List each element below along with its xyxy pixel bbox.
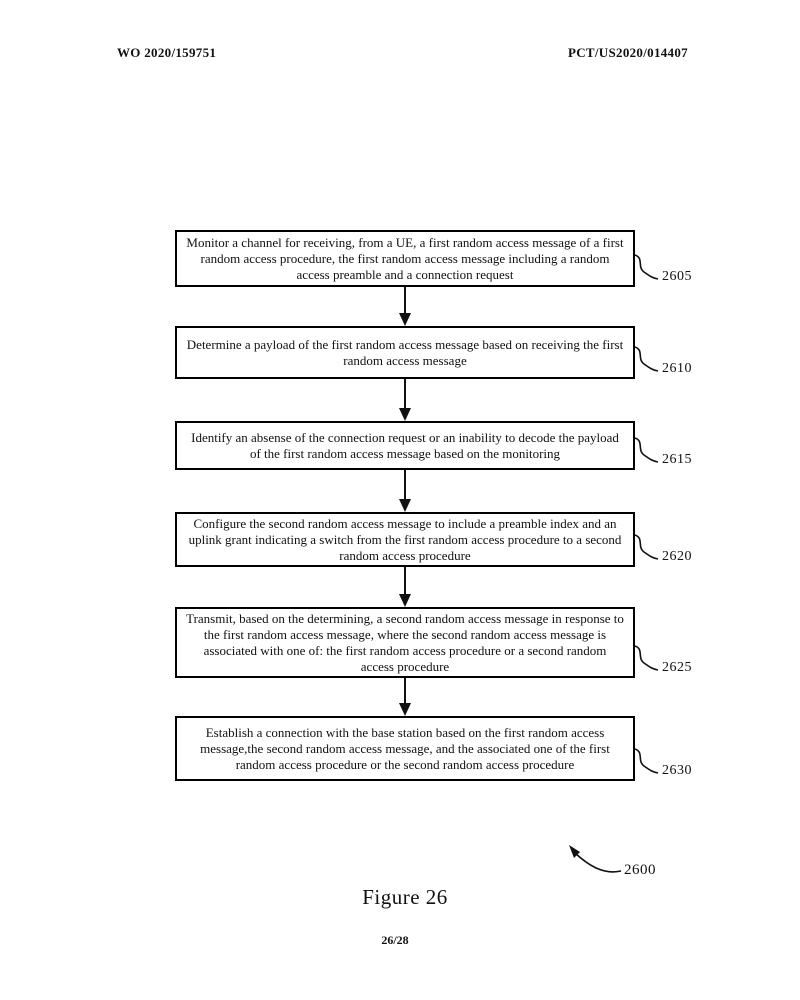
ref-label-2620: 2620 [662, 549, 692, 564]
figure-ref-arrow-icon [569, 845, 621, 872]
ref-label-2615: 2615 [662, 452, 692, 467]
flow-step-text-2605: Monitor a channel for receiving, from a UE, a first random access message of a first random access procedure, the first random access message including a random access preamble and a connection request [186, 234, 624, 282]
figure-ref-number: 2600 [624, 862, 656, 878]
figure-title: Figure 26 [362, 885, 448, 909]
flow-step-box-2625 [175, 607, 635, 678]
down-arrow-icon [399, 594, 411, 607]
down-arrow-icon [399, 408, 411, 421]
lead-line-2630 [635, 749, 658, 773]
down-arrow-icon [399, 703, 411, 716]
flow-step-box-2605 [175, 230, 635, 287]
flow-step-text-2625: Transmit, based on the determining, a second random access message in response to the first random access message, where the second random access message is associated with one of: the first random access procedure or a second random access procedure [186, 610, 624, 674]
down-arrow-icon [399, 499, 411, 512]
header-application-number: PCT/US2020/014407 [568, 45, 688, 60]
ref-label-2610: 2610 [662, 361, 692, 376]
header-publication-number: WO 2020/159751 [117, 45, 217, 60]
ref-label-2630: 2630 [662, 763, 692, 778]
down-arrow-icon [399, 313, 411, 326]
flow-arrow-1 [399, 287, 411, 326]
flow-arrow-4 [399, 567, 411, 607]
flow-step-box-2630 [175, 716, 635, 781]
flow-arrow-5 [399, 678, 411, 716]
lead-line-2605 [635, 255, 658, 279]
lead-line-2615 [635, 438, 658, 462]
page-number: 26/28 [381, 933, 409, 947]
ref-label-2605: 2605 [662, 269, 692, 284]
flow-step-text-2610: Determine a payload of the first random access message based on receiving the first random access message [186, 336, 624, 368]
flow-step-box-2615 [175, 421, 635, 470]
lead-line-2625 [635, 646, 658, 670]
flow-step-box-2610 [175, 326, 635, 379]
lead-line-2620 [635, 535, 658, 559]
ref-label-2625: 2625 [662, 660, 692, 675]
flow-step-text-2630: Establish a connection with the base station based on the first random access message,the second random access message, and the associated one of the first random access procedure or the second random access procedure [200, 724, 610, 772]
flow-arrow-3 [399, 470, 411, 512]
lead-line-2610 [635, 347, 658, 371]
flow-arrow-2 [399, 379, 411, 421]
flow-step-box-2620 [175, 512, 635, 567]
flow-step-text-2620: Configure the second random access message to include a preamble index and an uplink grant indicating a switch from the first random access procedure to a second random access procedure [188, 515, 622, 563]
flow-step-text-2615: Identify an absense of the connection request or an inability to decode the payload of the first random access message based on the monitoring [191, 429, 619, 461]
